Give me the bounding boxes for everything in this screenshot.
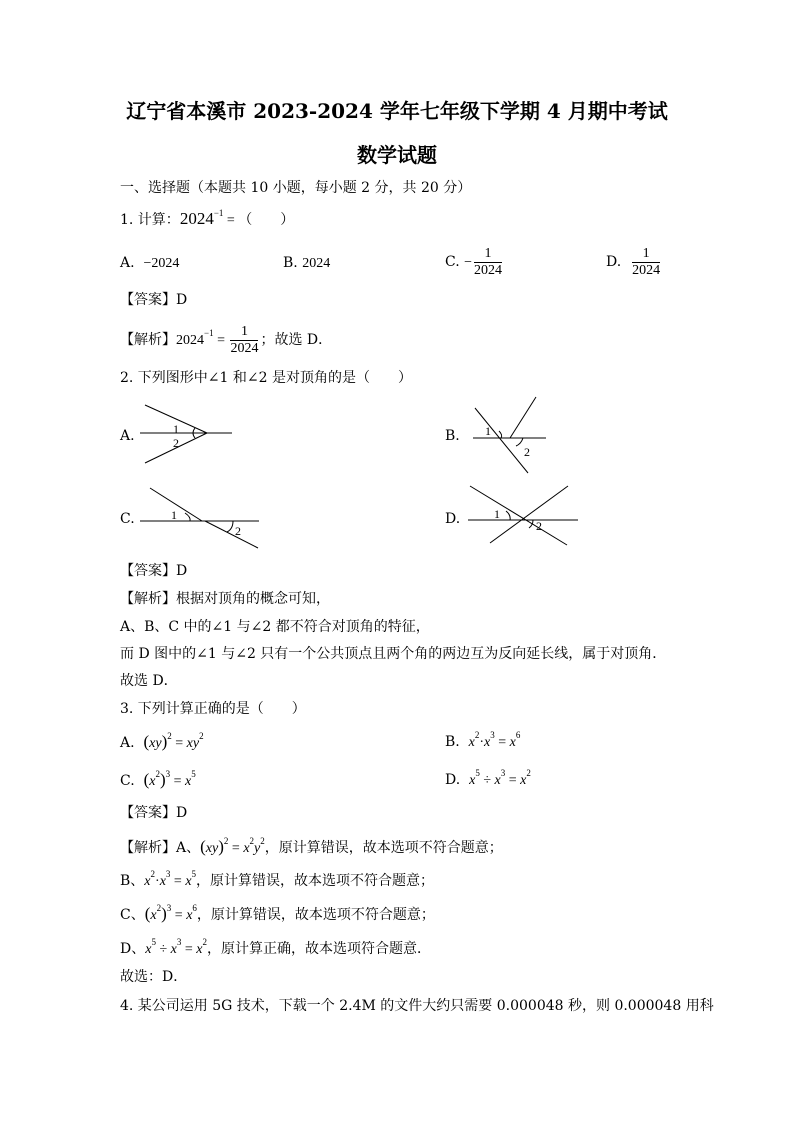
analysis-prefix: D、 xyxy=(120,941,146,957)
option-label: B. xyxy=(283,255,298,271)
line xyxy=(475,408,528,473)
analysis-formula: $(xy)^2 = x^2y^2$ xyxy=(200,836,265,856)
angle-1-label: 1 xyxy=(494,507,500,521)
analysis-prefix: C、 xyxy=(120,907,145,923)
option-value: −2024 xyxy=(143,256,180,271)
ray xyxy=(510,397,536,438)
q2-analysis-line-1: 【解析】根据对顶角的概念可知， xyxy=(120,591,330,607)
denominator: 2024 xyxy=(230,340,259,356)
q3-option-d xyxy=(445,768,531,790)
base: 2024 xyxy=(176,333,204,348)
option-label: C. xyxy=(120,773,135,789)
analysis-prefix: B、 xyxy=(120,873,145,889)
q3-analysis-a xyxy=(120,838,503,858)
q1-answer: 【答案】D xyxy=(120,292,188,308)
q3-analysis-d xyxy=(120,937,431,959)
q3-answer: 【答案】D xyxy=(120,805,188,821)
angle-1-label: 1 xyxy=(485,424,491,438)
option-formula: $(x^2)^3 = x^5$ xyxy=(143,769,196,789)
q2-option-d-label: D. xyxy=(445,511,461,527)
angle-arc xyxy=(227,521,233,532)
q1-stem-suffix: = （ ） xyxy=(223,213,295,228)
q1-analysis xyxy=(120,322,332,359)
angle-1-label: 1 xyxy=(173,422,179,436)
option-label: D. xyxy=(445,772,461,788)
q3-analysis-b xyxy=(120,869,435,891)
q3-option-b xyxy=(445,730,521,752)
angle-arc xyxy=(506,511,510,520)
analysis-formula: $x^5 \div x^3 = x^2$ xyxy=(145,937,207,957)
option-label: D. xyxy=(606,254,622,270)
q2-stem: 2. 下列图形中∠1 和∠2 是对顶角的是（ ） xyxy=(120,370,412,386)
analysis-formula: $(x^2)^3 = x^6$ xyxy=(144,903,197,923)
q1-option-a xyxy=(120,254,179,273)
q3-option-c xyxy=(120,771,196,791)
fraction xyxy=(474,246,502,279)
q2-analysis-line-2: A、B、C 中的∠1 与∠2 都不符合对顶角的特征， xyxy=(120,619,430,635)
title-line-2: 数学试题 xyxy=(357,143,437,167)
option-formula: $(xy)^2 = xy^2$ xyxy=(143,731,204,751)
option-formula: $x^2\cdot x^3 = x^6$ xyxy=(468,730,521,750)
option-value: 2024 xyxy=(302,256,331,271)
q2-figure-c xyxy=(135,483,265,553)
minus-sign: − xyxy=(464,255,473,270)
angle-arc xyxy=(185,513,190,521)
analysis-tail: ，原计算错误，故本选项不符合题意； xyxy=(264,840,503,856)
ray xyxy=(205,521,258,548)
fraction xyxy=(632,246,660,279)
q2-option-c-label: C. xyxy=(120,511,135,527)
q2-option-b-label: B. xyxy=(445,428,460,444)
analysis-formula: $x^2\cdot x^3 = x^5$ xyxy=(144,869,197,889)
q2-analysis-line-4: 故选 D． xyxy=(120,673,178,689)
q3-conclusion: 故选：D． xyxy=(120,969,188,985)
angle-arc xyxy=(529,520,533,528)
analysis-label: 【解析】 xyxy=(120,332,176,348)
denominator: 2024 xyxy=(474,262,503,278)
denominator: 2024 xyxy=(632,262,661,278)
analysis-prefix: 【解析】A、 xyxy=(120,840,201,856)
option-label: B. xyxy=(445,734,460,750)
numerator: 1 xyxy=(230,324,258,341)
q2-figure-d xyxy=(463,483,581,548)
angle-arc xyxy=(499,431,502,438)
q1-exponent: −1 xyxy=(213,208,224,219)
fraction xyxy=(230,324,258,357)
line xyxy=(470,486,567,545)
line xyxy=(490,486,568,543)
angle-2-label: 2 xyxy=(536,519,542,533)
q3-option-a xyxy=(120,733,204,753)
q1-stem-prefix: 1. 计算： xyxy=(120,212,180,228)
angle-2-label: 2 xyxy=(235,524,241,538)
q1-option-c xyxy=(445,244,504,281)
q2-analysis-line-3: 而 D 图中的∠1 与∠2 只有一个公共顶点且两个角的两边互为反向延长线，属于对顶角． xyxy=(120,646,667,662)
q1-option-b xyxy=(283,254,330,273)
numerator: 1 xyxy=(474,246,502,263)
q2-figure-b xyxy=(468,393,553,478)
q2-option-a-label: A. xyxy=(120,428,135,444)
angle-1-label: 1 xyxy=(171,508,177,522)
equals: = xyxy=(213,333,229,348)
analysis-tail: ，原计算正确，故本选项符合题意． xyxy=(206,941,431,957)
option-label: C. xyxy=(445,254,460,270)
section-heading: 一、选择题（本题共 10 小题，每小题 2 分，共 20 分） xyxy=(120,180,472,196)
angle-2-label: 2 xyxy=(173,436,179,450)
q3-stem: 3. 下列计算正确的是（ ） xyxy=(120,701,306,717)
numerator: 1 xyxy=(632,246,660,263)
analysis-tail: ；故选 D． xyxy=(260,332,333,348)
option-label: A. xyxy=(120,735,135,751)
analysis-tail: ，原计算错误，故本选项不符合题意； xyxy=(196,873,435,889)
option-label: A. xyxy=(120,255,135,271)
q3-analysis-c xyxy=(120,905,435,925)
angle-arc xyxy=(516,438,523,446)
title-line-1: 辽宁省本溪市 2023-2024 学年七年级下学期 4 月期中考试 xyxy=(126,99,668,123)
option-formula: $x^5 \div x^3 = x^2$ xyxy=(469,768,531,788)
analysis-tail: ，原计算错误，故本选项不符合题意； xyxy=(196,907,435,923)
angle-2-label: 2 xyxy=(524,445,530,459)
q1-stem xyxy=(120,210,294,230)
q1-base: 2024 xyxy=(179,209,214,228)
q2-answer: 【答案】D xyxy=(120,563,188,579)
q4-stem: 4. 某公司运用 5G 技术，下载一个 2.4M 的文件大约只需要 0.000048 秒，则 0.000048 用科 xyxy=(120,998,714,1014)
q1-option-d xyxy=(606,244,662,280)
q2-figure-a xyxy=(135,403,235,468)
exponent: −1 xyxy=(204,328,214,339)
